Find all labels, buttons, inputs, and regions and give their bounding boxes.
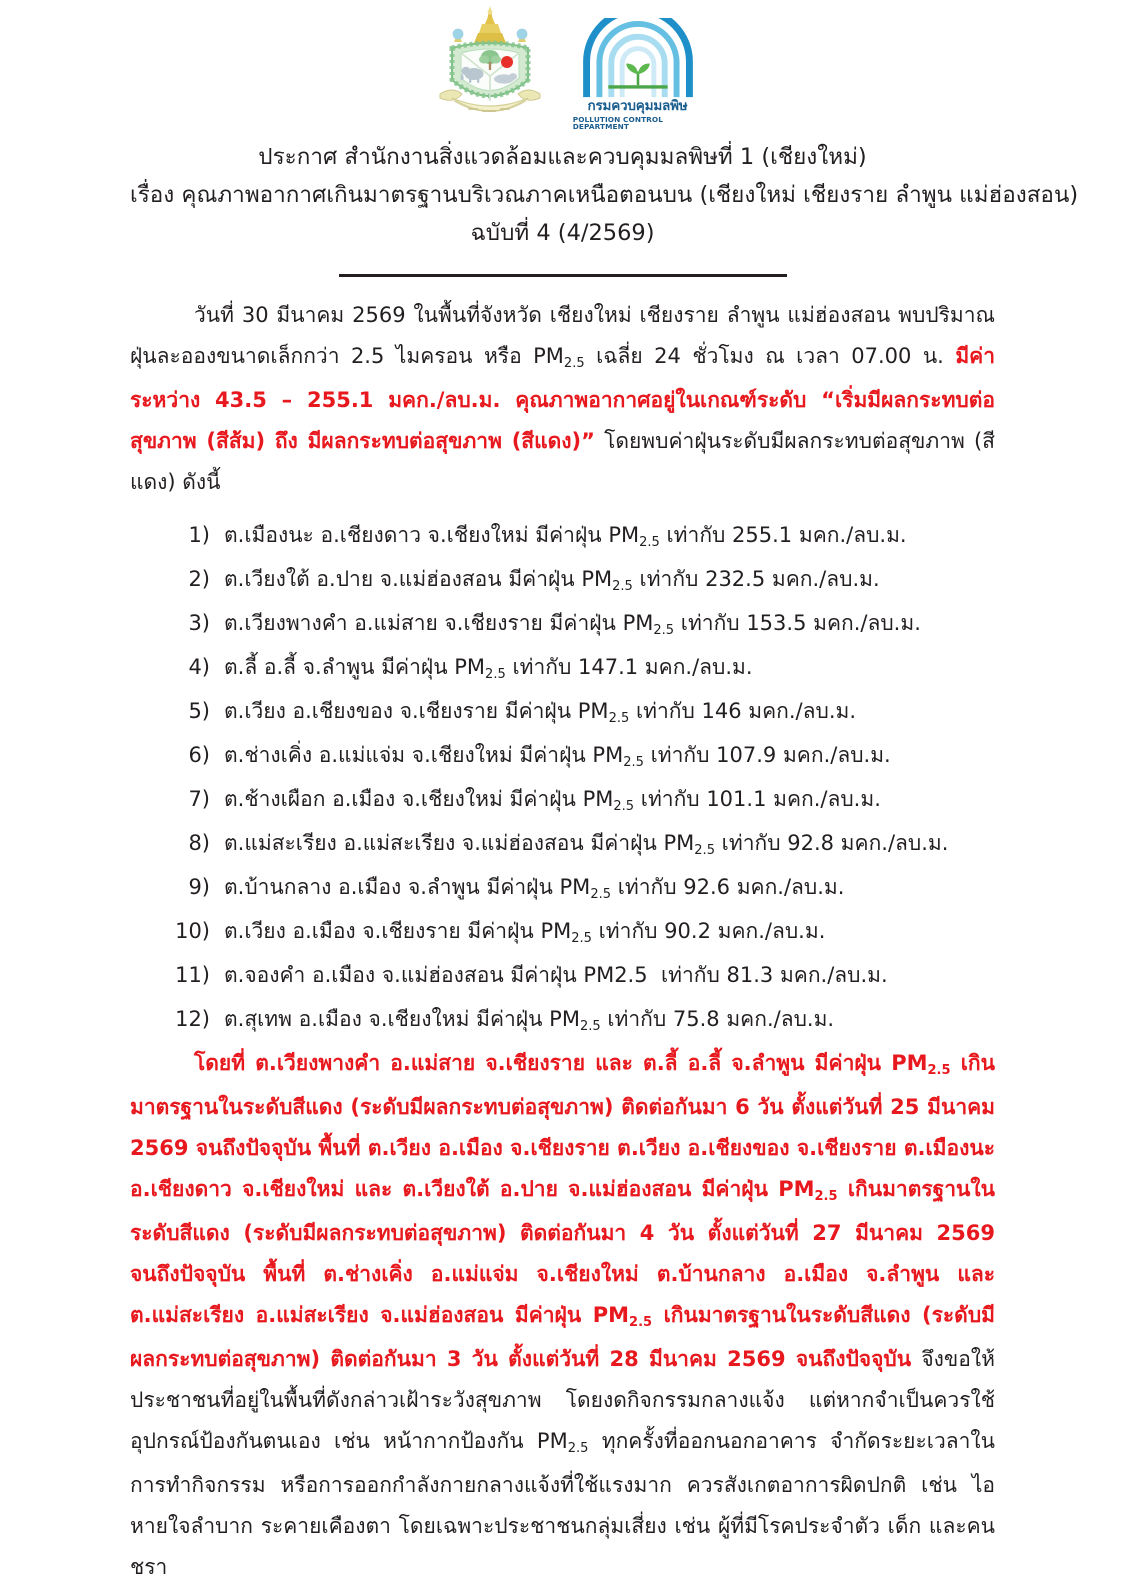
list-item-text xyxy=(224,647,995,691)
pm-label: PM xyxy=(581,567,613,591)
list-item-text xyxy=(224,867,995,911)
pollution-control-department-logo-icon xyxy=(574,18,702,130)
list-item-text xyxy=(224,603,995,647)
list-item xyxy=(168,999,995,1043)
label: มีค่าฝุ่น xyxy=(510,963,577,987)
list-item-text xyxy=(224,955,995,999)
equals-label: เท่ากับ xyxy=(607,1007,667,1031)
unit: มคก./ลบ.ม. xyxy=(779,963,888,987)
label: มีค่าฝุ่น xyxy=(486,875,553,899)
location: ต.จองคำ อ.เมือง จ.แม่ฮ่องสอน xyxy=(224,963,504,987)
pm-value: 255.1 xyxy=(732,523,793,547)
pm-label: PM2.5 xyxy=(583,963,648,987)
pm-value: 81.3 xyxy=(726,963,774,987)
pcd-logo-name-en: POLLUTION CONTROL DEPARTMENT xyxy=(572,114,663,131)
warning-red-c: เกินมาตรฐานในระดับสีแดง (ระดับมีผลกระทบต่อสุขภาพ) ติดต่อกันมา 4 วัน ตั้งแต่วันที่ 27 มีนาคม 2569 จนถึงปัจจุบัน พื้นที่ ต.ช่างเคิ่ง อ.แม่แจ่ม จ.เชียงใหม่ ต.บ้านกลาง อ.เมือง จ.ลำพูน และ ต.แม่สะเรียง อ.แม่สะเรียง จ.แม่ฮ่องสอน มีค่าฝุ่น PM xyxy=(130,1177,995,1327)
equals-label: เท่ากับ xyxy=(512,655,572,679)
list-item xyxy=(168,911,995,955)
pm-value: 107.9 xyxy=(716,743,777,767)
warning-red-a: โดยที่ ต.เวียงพางคำ อ.แม่สาย จ.เชียงราย และ ต.ลี้ อ.ลี้ จ.ลำพูน มีค่าฝุ่น PM xyxy=(194,1051,928,1075)
pm-subscript: 2.5 xyxy=(613,798,635,814)
pm-subscript: 2.5 xyxy=(612,578,633,594)
logo-row xyxy=(130,0,995,130)
pm-label: PM xyxy=(582,787,614,811)
equals-label: เท่ากับ xyxy=(660,963,720,987)
equals-label: เท่ากับ xyxy=(639,567,699,591)
title-divider xyxy=(339,274,787,277)
pm-subscript: 2.5 xyxy=(571,930,592,946)
intro-paragraph xyxy=(130,295,995,503)
list-item-number: 11) xyxy=(175,963,210,987)
unit: มคก./ลบ.ม. xyxy=(771,567,880,591)
list-item-text xyxy=(224,691,995,735)
page-title-line-2: เรื่อง คุณภาพอากาศเกินมาตรฐานบริเวณภาคเหนือตอนบน (เชียงใหม่ เชียงราย ลำพูน แม่ฮ่องสอน) xyxy=(130,182,1079,208)
list-item-text xyxy=(224,559,995,603)
location: ต.เวียงพางคำ อ.แม่สาย จ.เชียงราย xyxy=(224,611,543,635)
list-item-text xyxy=(224,823,995,867)
intro-subscript-1: 2.5 xyxy=(563,355,585,371)
equals-label: เท่ากับ xyxy=(640,787,700,811)
warning-subscript-b: 2.5 xyxy=(814,1188,838,1204)
unit: มคก./ลบ.ม. xyxy=(736,875,845,899)
list-item-number: 10) xyxy=(175,919,210,943)
advice-subscript: 2.5 xyxy=(567,1440,589,1456)
advice-text-a: จึงขอให้ประชาชนที่อยู่ในพื้นที่ดังกล่าวเฝ้าระวังสุขภาพ โดยงดกิจกรรมกลางแจ้ง แต่หากจำเป็นควรใช้อุปกรณ์ป้องกันตนเอง เช่น หน้ากากป้องกัน PM xyxy=(130,1347,995,1453)
list-item xyxy=(168,955,995,999)
equals-label: เท่ากับ xyxy=(650,743,710,767)
label: มีค่าฝุ่น xyxy=(476,1007,543,1031)
equals-label: เท่ากับ xyxy=(680,611,740,635)
equals-label: เท่ากับ xyxy=(721,831,781,855)
label: มีค่าฝุ่น xyxy=(504,699,572,723)
location: ต.ลี้ อ.ลี้ จ.ลำพูน xyxy=(224,655,375,679)
pm-subscript: 2.5 xyxy=(623,754,644,770)
list-item-text xyxy=(224,779,995,823)
pm-subscript: 2.5 xyxy=(485,666,506,682)
pm-label: PM xyxy=(608,523,640,547)
unit: มคก./ลบ.ม. xyxy=(717,919,826,943)
location: ต.เวียง อ.เมือง จ.เชียงราย xyxy=(224,919,461,943)
intro-text-3: โดยพบค่าฝุ่นระดับมีผลกระทบต่อสุขภาพ (สีแดง) ดังนี้ xyxy=(130,429,995,494)
list-item-number: 6) xyxy=(188,743,210,767)
pm-label: PM xyxy=(454,655,486,679)
intro-text-1: วันที่ 30 มีนาคม 2569 ในพื้นที่จังหวัด เชียงใหม่ เชียงราย ลำพูน แม่ฮ่องสอน พบปริมาณฝุ่นละอองขนาดเล็กกว่า 2.5 ไมครอน หรือ PM xyxy=(130,303,995,368)
page-title-line-3: ฉบับที่ 4 (4/2569) xyxy=(470,220,655,246)
list-item xyxy=(168,735,995,779)
location: ต.ช้างเผือก อ.เมือง จ.เชียงใหม่ xyxy=(224,787,503,811)
list-item xyxy=(168,691,995,735)
label: มีค่าฝุ่น xyxy=(590,831,657,855)
chiang-mai-provincial-seal-icon xyxy=(424,2,556,130)
label: มีค่าฝุ่น xyxy=(467,919,534,943)
equals-label: เท่ากับ xyxy=(635,699,695,723)
pm-value: 75.8 xyxy=(672,1007,720,1031)
pm-subscript: 2.5 xyxy=(639,534,660,550)
pm-subscript: 2.5 xyxy=(694,842,715,858)
document-body xyxy=(130,295,995,1588)
pm-value: 147.1 xyxy=(577,655,639,679)
location: ต.สุเทพ อ.เมือง จ.เชียงใหม่ xyxy=(224,1007,470,1031)
pm-value: 92.8 xyxy=(787,831,834,855)
pm-label: PM xyxy=(577,699,609,723)
location: ต.เมืองนะ อ.เชียงดาว จ.เชียงใหม่ xyxy=(224,523,529,547)
label: มีค่าฝุ่น xyxy=(508,567,575,591)
list-item xyxy=(168,647,995,691)
pm-subscript: 2.5 xyxy=(653,622,675,638)
pm-label: PM xyxy=(540,919,572,943)
pm-subscript: 2.5 xyxy=(590,886,612,902)
unit: มคก./ลบ.ม. xyxy=(773,787,881,811)
pm-value: 101.1 xyxy=(706,787,767,811)
unit: มคก./ลบ.ม. xyxy=(782,743,891,767)
label: มีค่าฝุ่น xyxy=(535,523,602,547)
pm-value: 153.5 xyxy=(746,611,807,635)
list-item xyxy=(168,559,995,603)
advice-text-b: ทุกครั้งที่ออกนอกอาคาร จำกัดระยะเวลาในการทำกิจกรรม หรือการออกกำลังกายกลางแจ้งที่ใช้แรงมาก ควรสังเกตอาการผิดปกติ เช่น ไอ หายใจลำบาก ระคายเคืองตา โดยเฉพาะประชาชนกลุ่มเสี่ยง เช่น ผู้ที่มีโรคประจำตัว เด็ก และคนชรา xyxy=(130,1429,996,1579)
warning-subscript-a: 2.5 xyxy=(927,1062,951,1078)
location: ต.แม่สะเรียง อ.แม่สะเรียง จ.แม่ฮ่องสอน xyxy=(224,831,584,855)
pm-value: 146 xyxy=(701,699,742,723)
intro-text-2: เฉลี่ย 24 ชั่วโมง ณ เวลา 07.00 น. xyxy=(584,344,956,368)
pm-label: PM xyxy=(592,743,624,767)
equals-label: เท่ากับ xyxy=(666,523,726,547)
list-item-text xyxy=(224,515,995,559)
pm-subscript: 2.5 xyxy=(608,710,630,726)
list-item-number: 5) xyxy=(188,699,210,723)
pm-value: 92.6 xyxy=(683,875,731,899)
warning-red-d: เกินมาตรฐานในระดับสีแดง (ระดับมีผลกระทบต่อสุขภาพ) ติดต่อกันมา 3 วัน ตั้งแต่วันที่ 28 มีนาคม 2569 จนถึงปัจจุบัน xyxy=(130,1303,995,1371)
unit: มคก./ลบ.ม. xyxy=(813,611,921,635)
location: ต.เวียง อ.เชียงของ จ.เชียงราย xyxy=(224,699,499,723)
list-item-text xyxy=(224,911,995,955)
list-item xyxy=(168,515,995,559)
pm-label: PM xyxy=(549,1007,580,1031)
pm-value: 232.5 xyxy=(705,567,766,591)
list-item-number: 8) xyxy=(188,831,210,855)
pm-subscript: 2.5 xyxy=(579,1018,601,1034)
unit: มคก./ลบ.ม. xyxy=(840,831,949,855)
list-item xyxy=(168,823,995,867)
page-title-line-1: ประกาศ สำนักงานสิ่งแวดล้อมและควบคุมมลพิษที่ 1 (เชียงใหม่) xyxy=(258,144,867,170)
list-item-number: 7) xyxy=(188,787,210,811)
document-title-block xyxy=(130,138,1079,277)
list-item-text xyxy=(224,999,995,1043)
warning-paragraph xyxy=(130,1043,995,1588)
equals-label: เท่ากับ xyxy=(617,875,677,899)
pm-label: PM xyxy=(663,831,695,855)
unit: มคก./ลบ.ม. xyxy=(798,523,907,547)
list-item-text xyxy=(224,735,995,779)
unit: มคก./ลบ.ม. xyxy=(644,655,753,679)
location: ต.ช่างเคิ่ง อ.แม่แจ่ม จ.เชียงใหม่ xyxy=(224,743,513,767)
pm-label: PM xyxy=(622,611,654,635)
list-item xyxy=(168,867,995,911)
list-item xyxy=(168,779,995,823)
equals-label: เท่ากับ xyxy=(598,919,658,943)
label: มีค่าฝุ่น xyxy=(381,655,448,679)
location: ต.บ้านกลาง อ.เมือง จ.ลำพูน xyxy=(224,875,480,899)
list-item-number: 1) xyxy=(188,523,210,547)
list-item-number: 2) xyxy=(188,567,210,591)
list-item-number: 9) xyxy=(188,875,210,899)
pcd-logo-name-th: กรมควบคุมมลพิษ xyxy=(587,98,688,115)
location: ต.เวียงใต้ อ.ปาย จ.แม่ฮ่องสอน xyxy=(224,567,502,591)
unit: มคก./ลบ.ม. xyxy=(726,1007,835,1031)
label: มีค่าฝุ่น xyxy=(509,787,576,811)
pm-value: 90.2 xyxy=(664,919,711,943)
pm-label: PM xyxy=(559,875,591,899)
list-item-number: 3) xyxy=(188,611,210,635)
label: มีค่าฝุ่น xyxy=(549,611,616,635)
unit: มคก./ลบ.ม. xyxy=(748,699,857,723)
intro-highlight-red: มีค่าระหว่าง 43.5 – 255.1 มคก./ลบ.ม. คุณภาพอากาศอยู่ในเกณฑ์ระดับ “เริ่มมีผลกระทบต่อสุขภาพ (สีส้ม) ถึง มีผลกระทบต่อสุขภาพ (สีแดง)” xyxy=(130,344,995,453)
warning-red-b: เกินมาตรฐานในระดับสีแดง (ระดับมีผลกระทบต่อสุขภาพ) ติดต่อกันมา 6 วัน ตั้งแต่วันที่ 25 มีนาคม 2569 จนถึงปัจจุบัน พื้นที่ ต.เวียง อ.เมือง จ.เชียงราย ต.เวียง อ.เชียงของ จ.เชียงราย ต.เมืองนะ อ.เชียงดาว จ.เชียงใหม่ และ ต.เวียงใต้ อ.ปาย จ.แม่ฮ่องสอน มีค่าฝุ่น PM xyxy=(130,1051,995,1201)
label: มีค่าฝุ่น xyxy=(519,743,586,767)
list-item-number: 12) xyxy=(175,1007,210,1031)
warning-subscript-c: 2.5 xyxy=(629,1314,653,1330)
list-item-number: 4) xyxy=(188,655,210,679)
measurement-list xyxy=(130,515,995,1043)
list-item xyxy=(168,603,995,647)
